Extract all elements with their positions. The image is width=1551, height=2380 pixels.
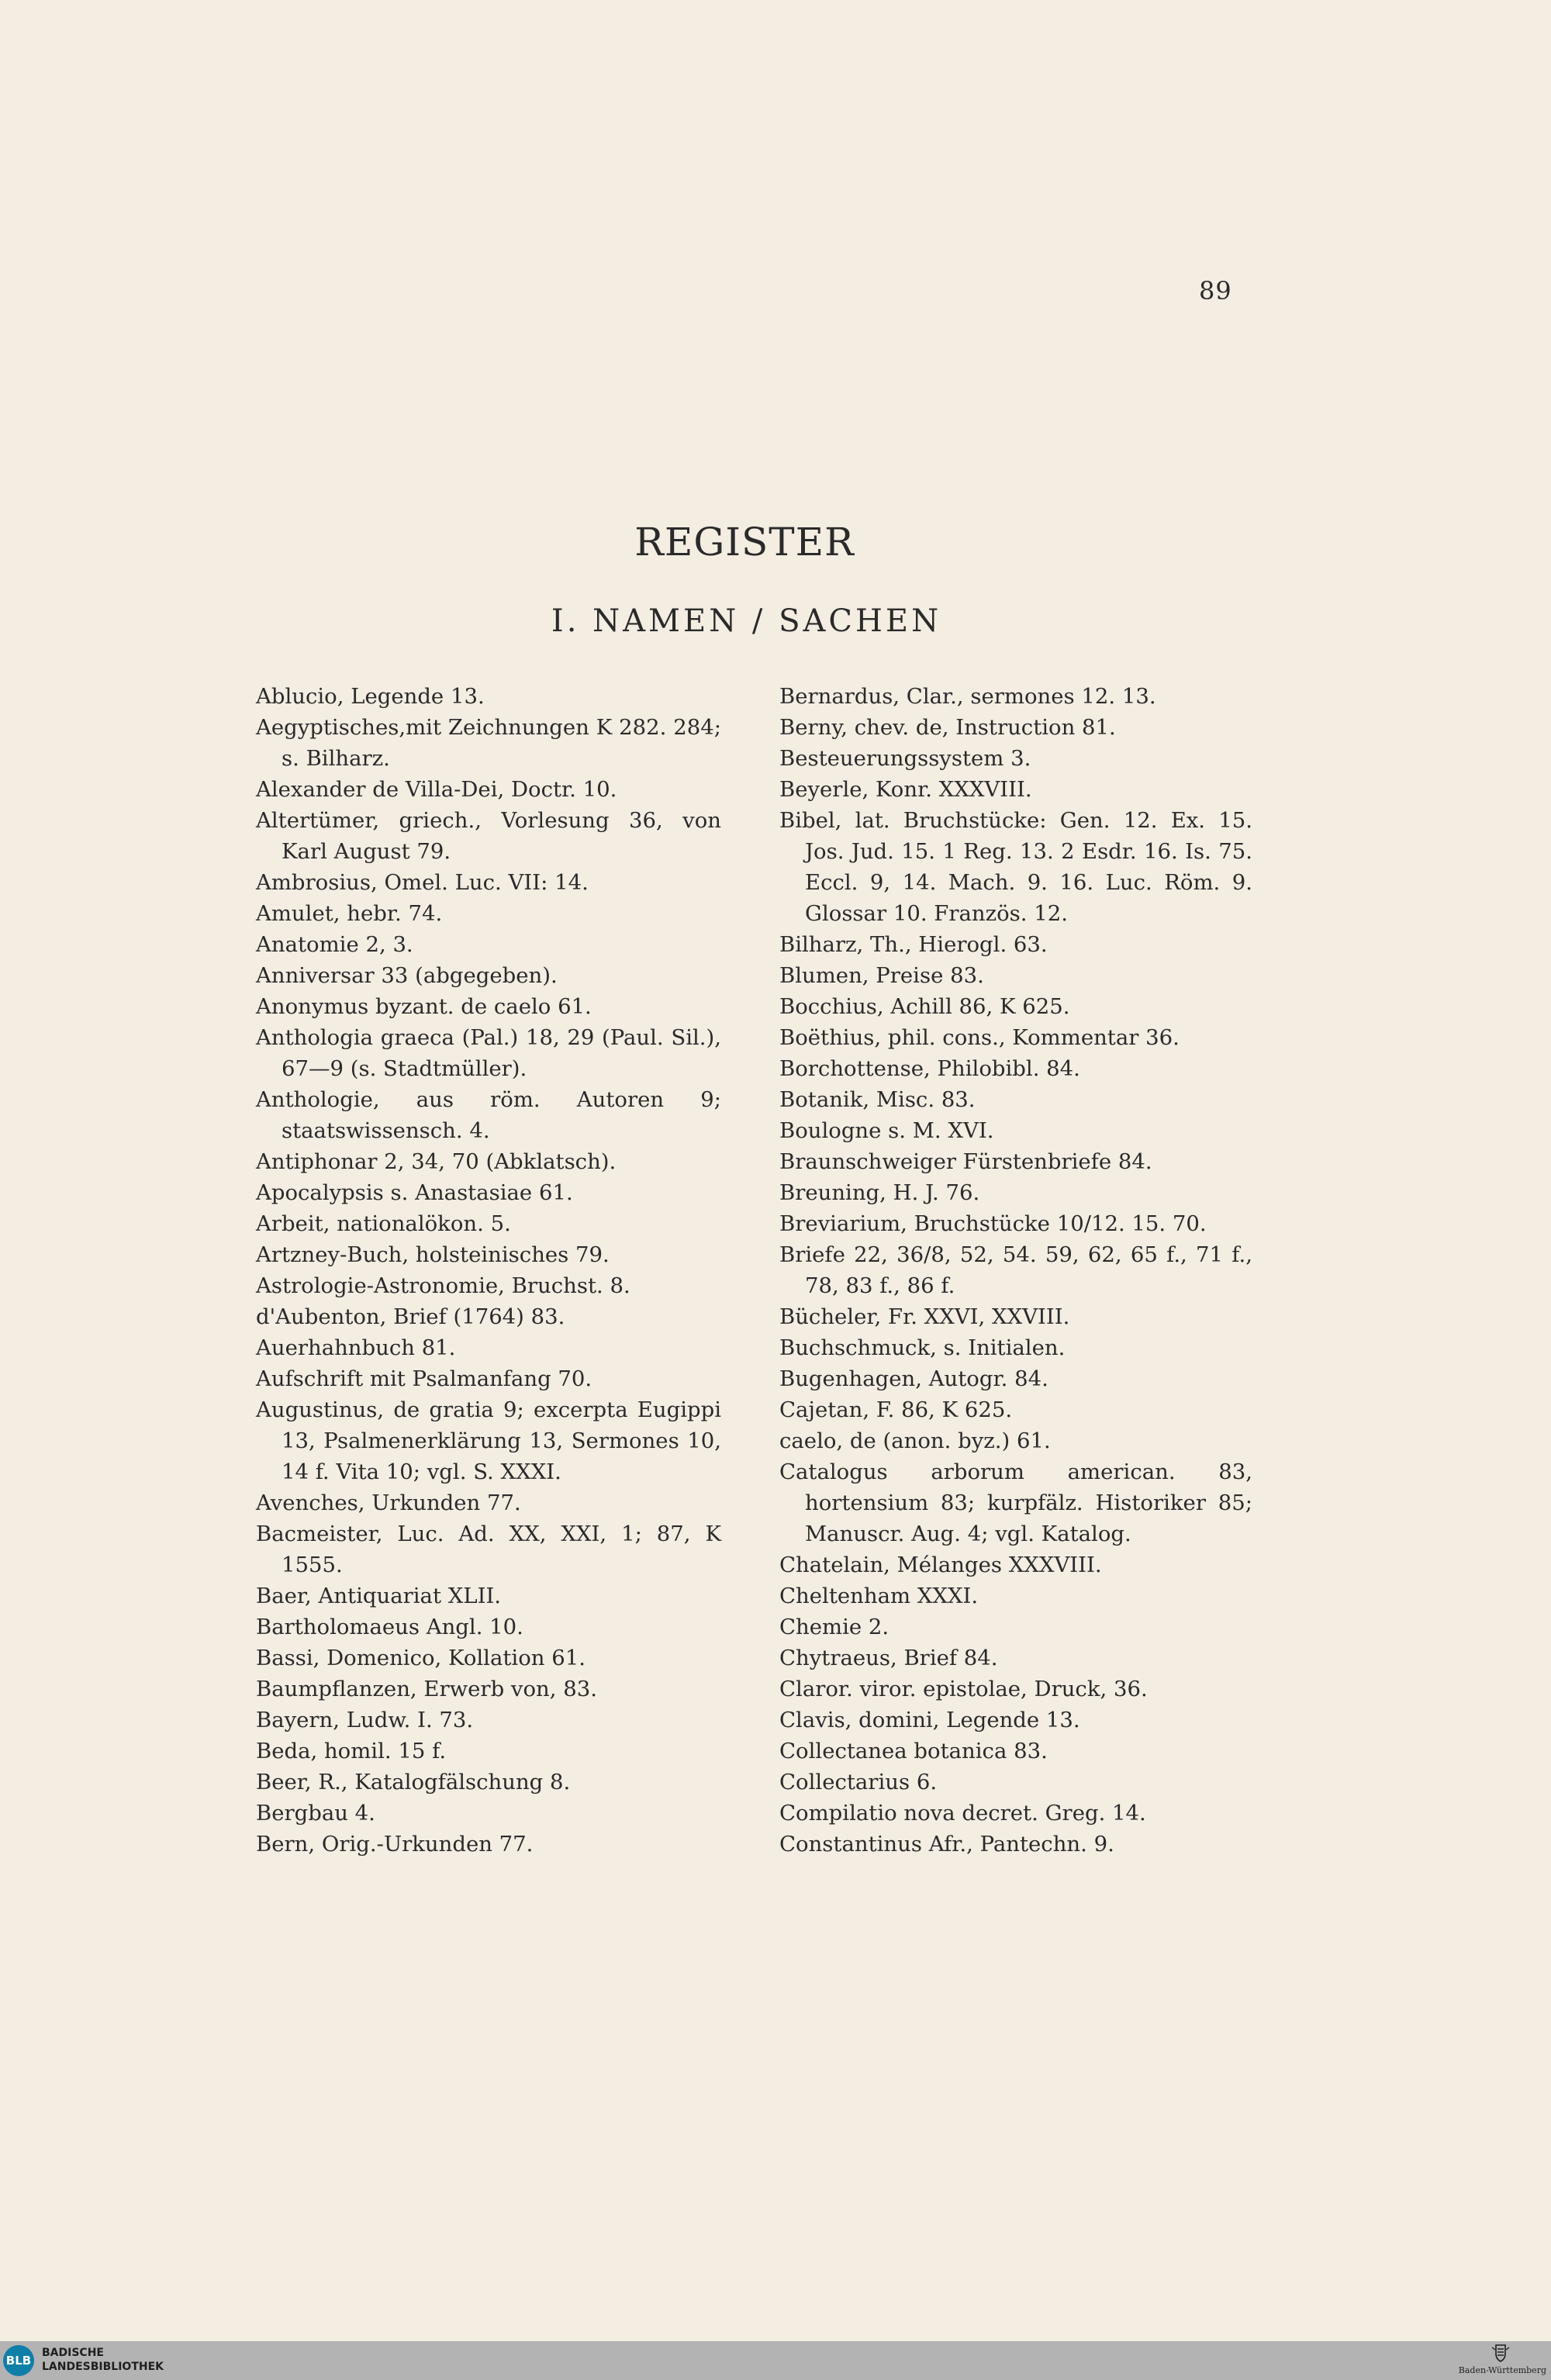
index-entry: Collectarius 6. [779,1770,938,1794]
index-entry: Anatomie 2, 3. [256,932,413,957]
index-entry: Constantinus Afr., Pantechn. 9. [779,1832,1114,1857]
index-entry: Aufschrift mit Psalmanfang 70. [256,1366,592,1391]
index-entry: Cajetan, F. 86, K 625. [779,1397,1013,1422]
page-title: REGISTER [634,520,855,565]
index-entry: Beyerle, Konr. XXXVIII. [779,777,1032,802]
index-entry: Bilharz, Th., Hierogl. 63. [779,932,1048,957]
index-entry: Bernardus, Clar., sermones 12. 13. [779,684,1156,709]
index-entry: Artzney-Buch, holsteinisches 79. [256,1242,610,1267]
index-entry: Blumen, Preise 83. [779,963,984,988]
index-entry: Anonymus byzant. de caelo 61. [256,994,592,1019]
index-entry: Aegyptisches,mit Zeichnungen K 282. 284; s. Bilharz. [256,715,721,771]
index-entry: Amulet, hebr. 74. [256,901,443,926]
index-entry: Anniversar 33 (abgegeben). [256,963,558,988]
index-entry: Altertümer, griech., Vorlesung 36, von Karl August 79. [256,808,721,864]
index-entry: Chatelain, Mélanges XXXVIII. [779,1553,1102,1577]
index-entry: Breviarium, Bruchstücke 10/12. 15. 70. [779,1211,1207,1236]
index-entry: Buchschmuck, s. Initialen. [779,1335,1066,1360]
index-entry: Briefe 22, 36/8, 52, 54. 59, 62, 65 f., 71 f., 78, 83 f., 86 f. [779,1242,1252,1298]
index-entry: Clavis, domini, Legende 13. [779,1708,1080,1732]
library-name-line1: BADISCHE [42,2347,104,2359]
blb-logo-icon[interactable]: BLB [3,2345,34,2376]
page-number: 89 [1199,276,1232,306]
index-entry: caelo, de (anon. byz.) 61. [779,1428,1051,1453]
index-entry: d'Aubenton, Brief (1764) 83. [256,1304,565,1329]
index-entry: Catalogus arborum american. 83, hortensium 83; kurpfälz. Historiker 85; Manuscr. Aug. 4; vgl. Katalog. [779,1459,1252,1546]
index-entry: Avenches, Urkunden 77. [256,1491,521,1515]
index-entry: Alexander de Villa-Dei, Doctr. 10. [256,777,617,802]
index-entry: Bugenhagen, Autogr. 84. [779,1366,1048,1391]
index-entry: Bayern, Ludw. I. 73. [256,1708,474,1732]
index-entry: Bergbau 4. [256,1801,375,1826]
index-entry: Bern, Orig.-Urkunden 77. [256,1832,534,1857]
index-entry: Borchottense, Philobibl. 84. [779,1056,1080,1081]
index-column-right [779,681,1252,1860]
coat-of-arms-icon [1489,2343,1512,2363]
index-entry: Anthologia graeca (Pal.) 18, 29 (Paul. Sil.), 67—9 (s. Stadtmüller). [256,1025,721,1081]
index-entry: Bibel, lat. Bruchstücke: Gen. 12. Ex. 15. Jos. Jud. 15. 1 Reg. 13. 2 Esdr. 16. Is. 75. Eccl. 9, 14. Mach. 9. 16. Luc. Röm. 9. Glossar 10. Französ. 12. [779,808,1252,926]
index-entry: Beda, homil. 15 f. [256,1739,447,1763]
index-entry: Chemie 2. [779,1615,889,1639]
index-entry: Bocchius, Achill 86, K 625. [779,994,1070,1019]
index-entry: Cheltenham XXXI. [779,1584,979,1608]
library-name [42,2346,164,2374]
index-entry: Anthologie, aus röm. Autoren 9; staatswissensch. 4. [256,1087,721,1143]
index-entry: Besteuerungssystem 3. [779,746,1031,771]
index-entry: Antiphonar 2, 34, 70 (Abklatsch). [256,1149,617,1174]
footer-bar [0,2341,1551,2380]
index-entry: Collectanea botanica 83. [779,1739,1048,1763]
index-entry: Breuning, H. J. 76. [779,1180,980,1205]
index-entry: Augustinus, de gratia 9; excerpta Eugippi 13, Psalmenerklärung 13, Sermones 10, 14 f. Vita 10; vgl. S. XXXI. [256,1397,721,1484]
index-entry: Apocalypsis s. Anastasiae 61. [256,1180,573,1205]
index-entry: Compilatio nova decret. Greg. 14. [779,1801,1146,1826]
index-entry: Bacmeister, Luc. Ad. XX, XXI, 1; 87, K 1555. [256,1522,721,1577]
index-entry: Beer, R., Katalogfälschung 8. [256,1770,571,1794]
index-entry: Baumpflanzen, Erwerb von, 83. [256,1677,597,1701]
index-entry: Ablucio, Legende 13. [256,684,485,709]
library-name-line2: LANDESBIBLIOTHEK [42,2361,164,2373]
index-entry: Bartholomaeus Angl. 10. [256,1615,523,1639]
index-entry: Ambrosius, Omel. Luc. VII: 14. [256,870,589,895]
index-entry: Bücheler, Fr. XXVI, XXVIII. [779,1304,1070,1329]
section-subtitle: I. NAMEN / SACHEN [551,603,942,639]
index-entry: Astrologie-Astronomie, Bruchst. 8. [256,1273,630,1298]
state-label: Baden-Württemberg [1458,2365,1546,2375]
index-column-left [256,681,721,1860]
index-entry: Boëthius, phil. cons., Kommentar 36. [779,1025,1180,1050]
index-entry: Berny, chev. de, Instruction 81. [779,715,1116,740]
index-entry: Braunschweiger Fürstenbriefe 84. [779,1149,1152,1174]
index-entry: Chytraeus, Brief 84. [779,1646,998,1670]
index-entry: Bassi, Domenico, Kollation 61. [256,1646,586,1670]
index-entry: Auerhahnbuch 81. [256,1335,456,1360]
index-entry: Arbeit, nationalökon. 5. [256,1211,511,1236]
index-entry: Botanik, Misc. 83. [779,1087,976,1112]
index-entry: Claror. viror. epistolae, Druck, 36. [779,1677,1148,1701]
index-entry: Boulogne s. M. XVI. [779,1118,994,1143]
index-entry: Baer, Antiquariat XLII. [256,1584,502,1608]
